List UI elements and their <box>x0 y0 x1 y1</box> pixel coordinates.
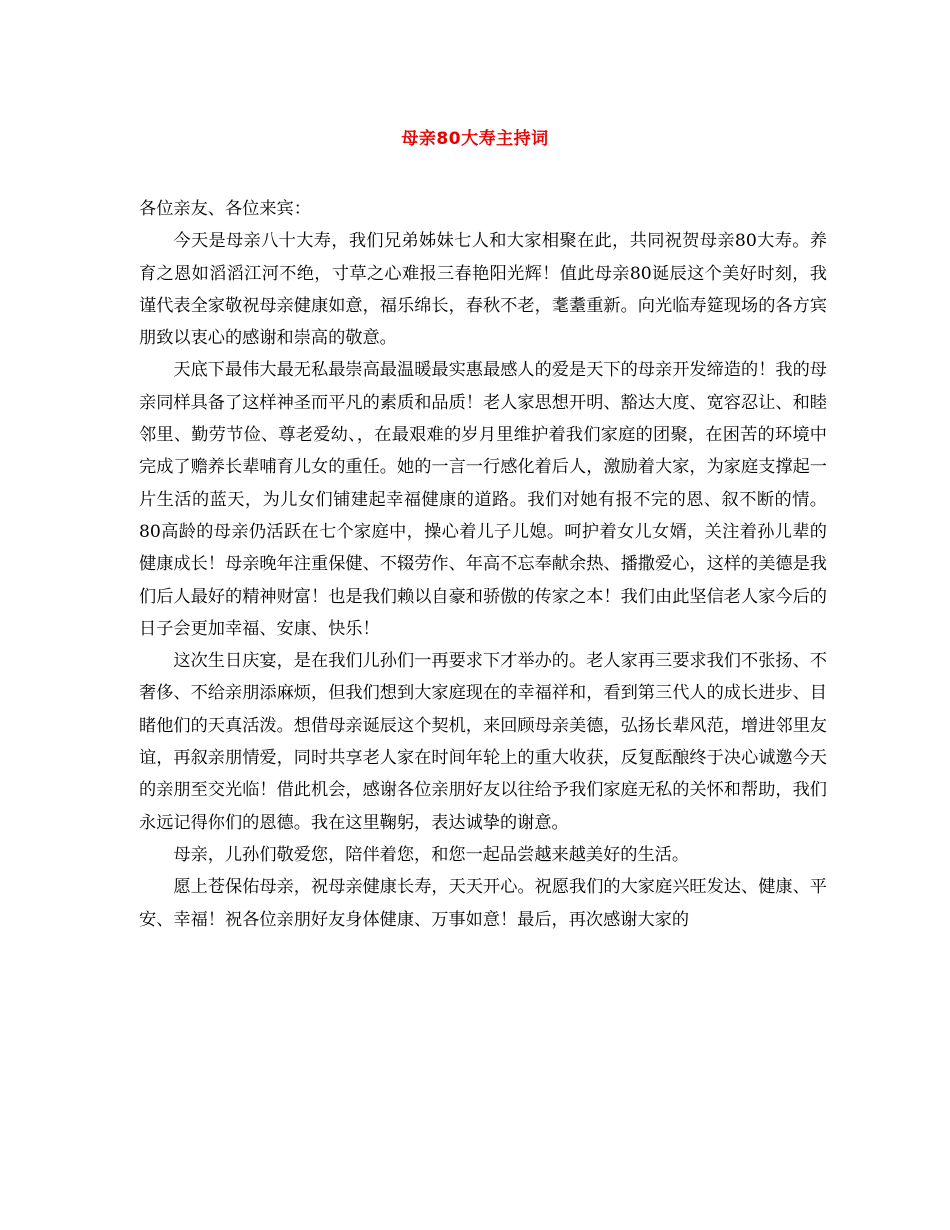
document-body <box>139 193 827 936</box>
paragraph-5: 愿上苍保佑母亲，祝母亲健康长寿，天天开心。祝愿我们的大家庭兴旺发达、健康、平安、幸福！祝各位亲朋好友身体健康、万事如意！最后，再次感谢大家的 <box>139 877 827 930</box>
paragraph-2: 天底下最伟大最无私最崇高最温暖最实惠最感人的爱是天下的母亲开发缔造的！我的母亲同样具备了这样神圣而平凡的素质和品质！老人家思想开明、豁达大度、宽容忍让、和睦邻里、勤劳节俭、尊老爱幼、，在最艰难的岁月里维护着我们家庭的团聚，在困苦的环境中完成了赡养长辈哺育儿女的重任。她的一言一行感化着后人，激励着大家，为家庭支撑起一片生活的蓝天，为儿女们铺建起幸福健康的道路。我们对她有报不完的恩、叙不断的情。80高龄的母亲仍活跃在七个家庭中，操心着儿子儿媳。呵护着女儿女婿，关注着孙儿辈的健康成长！母亲晚年注重保健、不辍劳作、年高不忘奉献余热、播撒爱心，这样的美德是我们后人最好的精神财富！也是我们赖以自豪和骄傲的传家之本！我们由此坚信老人家今后的日子会更加幸福、安康、快乐！ <box>139 360 827 639</box>
paragraph-3: 这次生日庆宴，是在我们儿孙们一再要求下才举办的。老人家再三要求我们不张扬、不奢侈、不给亲朋添麻烦，但我们想到大家庭现在的幸福祥和，看到第三代人的成长进步、目睹他们的天真活泼。想借母亲诞辰这个契机，来回顾母亲美德，弘扬长辈风范，增进邻里友谊，再叙亲朋情爱，同时共享老人家在时间年轮上的重大收获，反复酝酿终于决心诚邀今天的亲朋至交光临！借此机会，感谢各位亲朋好友以往给予我们家庭无私的关怀和帮助，我们永远记得你们的恩德。我在这里鞠躬，表达诚挚的谢意。 <box>139 651 827 833</box>
paragraph-4: 母亲，儿孙们敬爱您，陪伴着您，和您一起品尝越来越美好的生活。 <box>173 844 690 865</box>
greeting-line: 各位亲友、各位来宾： <box>139 199 311 219</box>
paragraph-1: 今天是母亲八十大寿，我们兄弟姊妹七人和大家相聚在此，共同祝贺母亲80大寿。养育之恩如滔滔江河不绝，寸草之心难报三春艳阳光辉！值此母亲80诞辰这个美好时刻，我谨代表全家敬祝母亲健康如意，福乐绵长，春秋不老，耄耋重新。向光临寿筵现场的各方宾朋致以衷心的感谢和崇高的敬意。 <box>139 231 827 349</box>
document-title: 母亲80大寿主持词 <box>401 129 549 149</box>
